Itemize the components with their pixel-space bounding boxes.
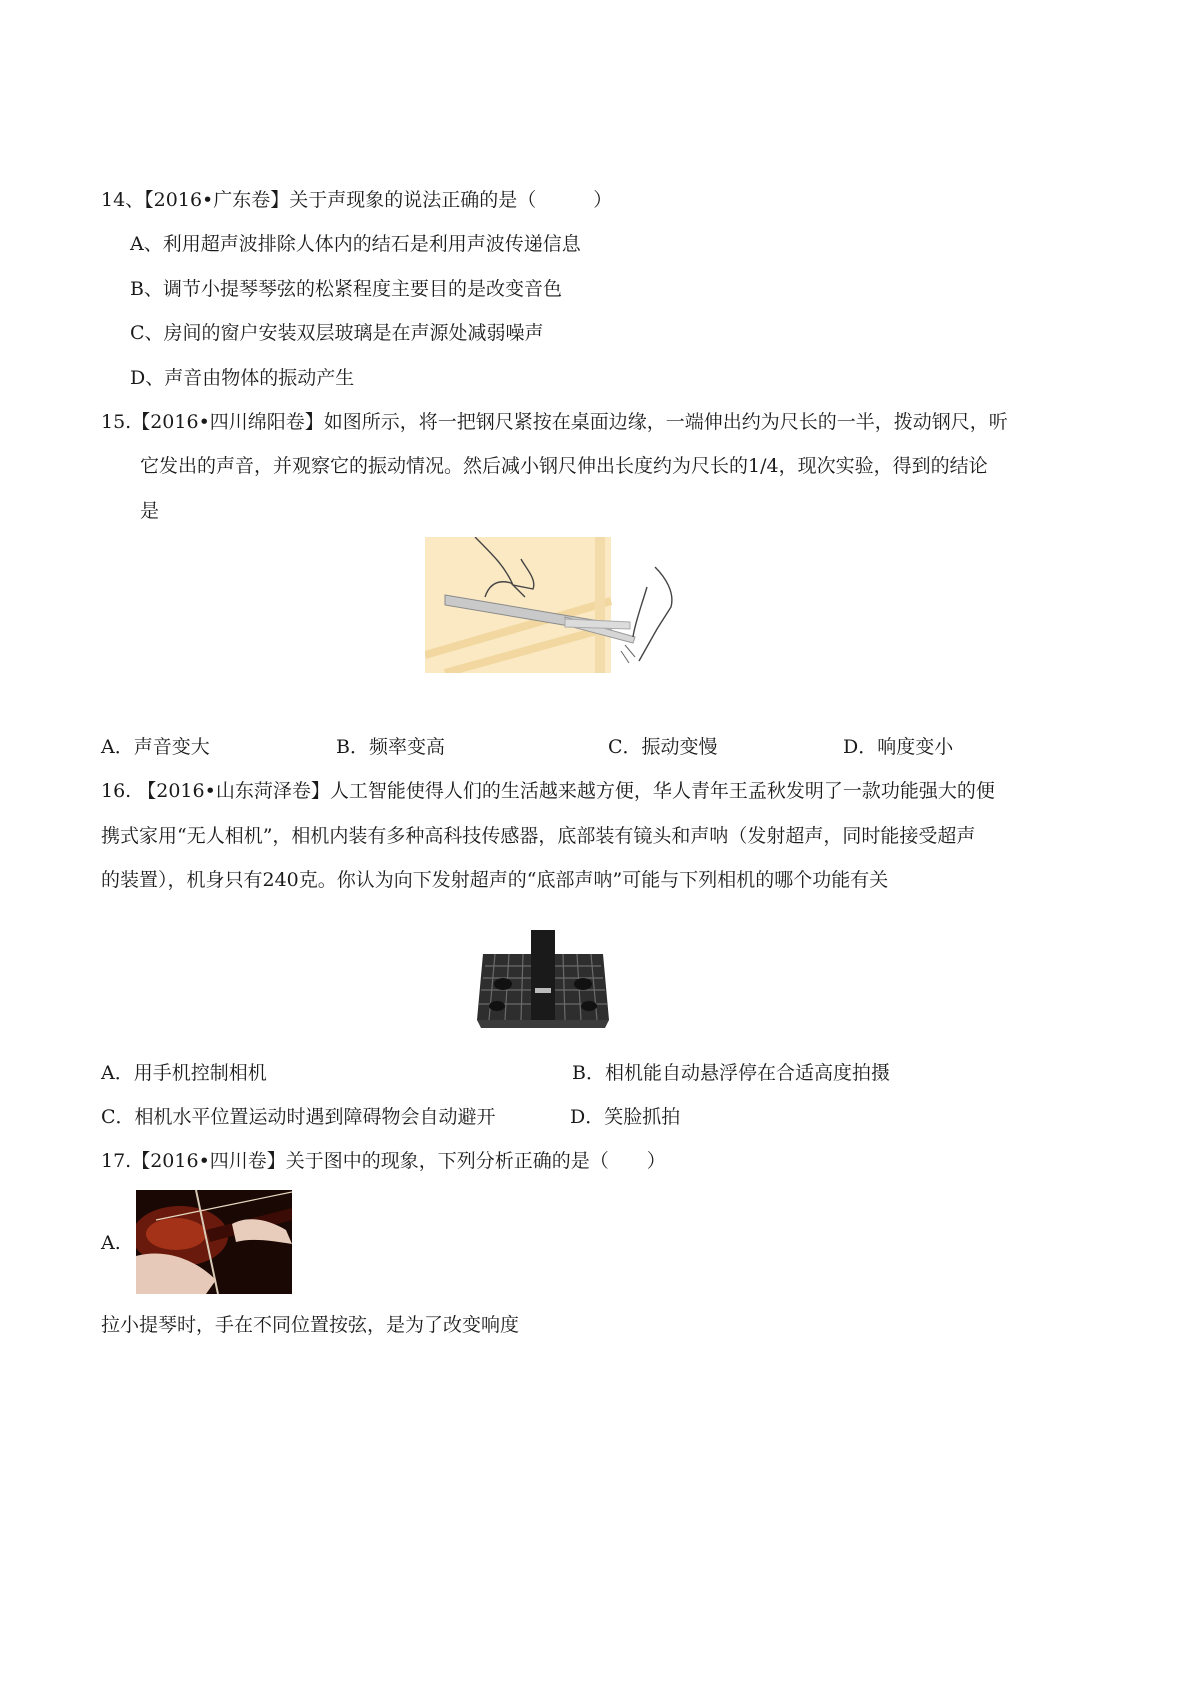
q14-option-a: A、利用超声波排除人体内的结石是利用声波传递信息	[130, 233, 581, 255]
q16-stem-line2: 携式家用“无人相机”，相机内装有多种高科技传感器，底部装有镜头和声呐（发射超声，同时能接受超声	[101, 825, 976, 847]
q17-stem: 17.【2016•四川卷】关于图中的现象，下列分析正确的是（ ）	[101, 1150, 666, 1172]
q15-option-d: D．响度变小	[843, 736, 954, 758]
q16-option-d: D．笑脸抓拍	[570, 1106, 681, 1128]
q14-stem: 14、【2016•广东卷】关于声现象的说法正确的是（ ）	[101, 189, 613, 211]
q16-stem-line1: 16. 【2016•山东菏泽卷】人工智能使得人们的生活越来越方便，华人青年王孟秋发明了一款功能强大的便	[101, 780, 995, 802]
q16-stem-line3: 的装置），机身只有240克。你认为向下发射超声的“底部声呐”可能与下列相机的哪个功能有关	[101, 869, 889, 891]
q15-option-c: C．振动变慢	[608, 736, 718, 758]
q14-option-d: D、声音由物体的振动产生	[130, 367, 355, 389]
q15-stem-line2: 它发出的声音，并观察它的振动情况。然后减小钢尺伸出长度约为尺长的1/4，现次实验，得到的结论	[140, 455, 988, 477]
q14-option-b: B、调节小提琴琴弦的松紧程度主要目的是改变音色	[130, 278, 562, 300]
q15-stem-line1: 15.【2016•四川绵阳卷】如图所示，将一把钢尺紧按在桌面边缘，一端伸出约为尺长的一半，拨动钢尺，听	[101, 411, 1008, 433]
violin-figure	[136, 1190, 292, 1294]
q15-option-a: A．声音变大	[101, 736, 210, 758]
drone-camera-figure	[473, 920, 613, 1036]
q15-stem-line3: 是	[140, 500, 160, 522]
q15-option-b: B．频率变高	[336, 736, 445, 758]
q16-option-b: B．相机能自动悬浮停在合适高度拍摄	[572, 1062, 890, 1084]
q14-option-c: C、房间的窗户安装双层玻璃是在声源处减弱噪声	[130, 322, 544, 344]
ruler-figure	[425, 537, 690, 673]
q17-option-a-text: 拉小提琴时，手在不同位置按弦，是为了改变响度	[101, 1314, 520, 1336]
q16-option-c: C．相机水平位置运动时遇到障碍物会自动避开	[101, 1106, 496, 1128]
q17-option-a-label: A.	[101, 1232, 121, 1254]
q16-option-a: A．用手机控制相机	[101, 1062, 267, 1084]
